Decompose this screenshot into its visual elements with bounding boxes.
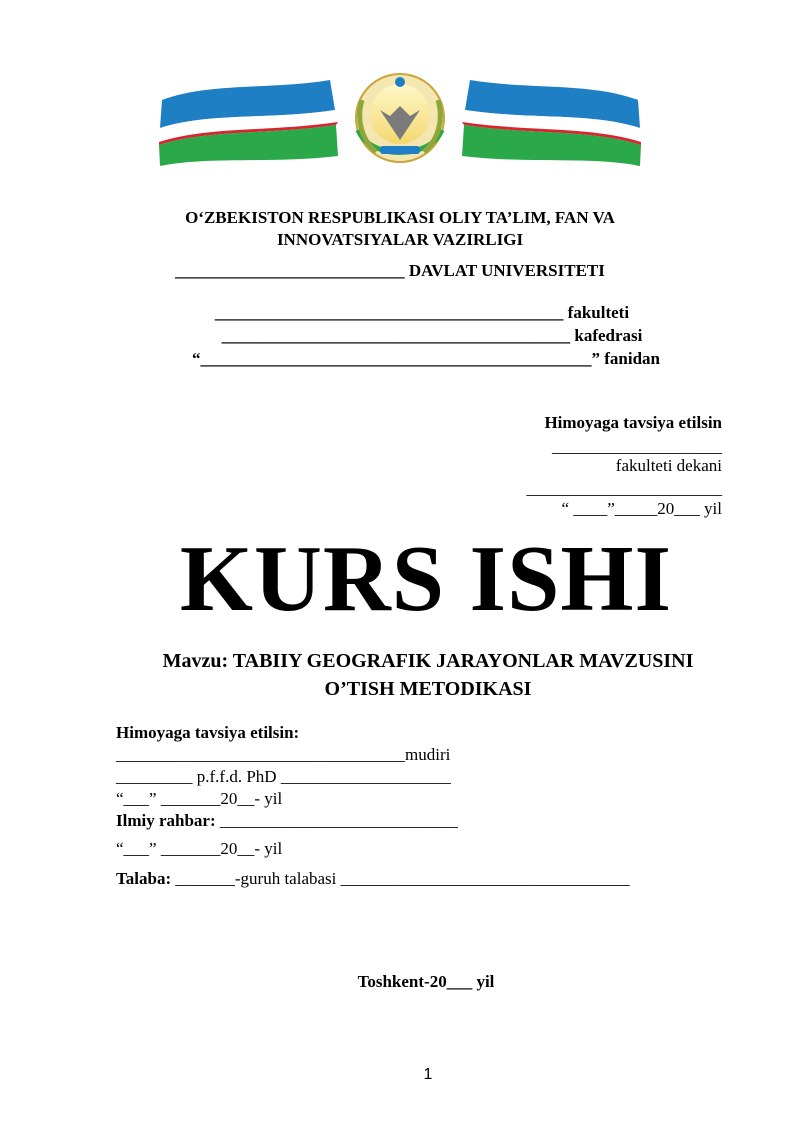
student-line bbox=[116, 869, 630, 889]
coat-of-arms-icon bbox=[356, 74, 444, 162]
degree-line bbox=[116, 767, 451, 787]
faculty-label: fakulteti bbox=[563, 303, 630, 322]
subject-label: ” fanidan bbox=[591, 349, 660, 368]
dean-signature-line: _______________________ bbox=[526, 479, 722, 498]
subject-blank: ______________________________________________ bbox=[200, 349, 592, 368]
university-blank: ___________________________ bbox=[175, 261, 405, 280]
head-blank: __________________________________ bbox=[116, 745, 405, 764]
degree-blank-post: ____________________ bbox=[276, 767, 451, 786]
approval-signature-line: ____________________ bbox=[552, 437, 722, 456]
student-group-blank: _______ bbox=[171, 869, 235, 888]
defense-title: Himoyaga tavsiya etilsin: bbox=[116, 723, 300, 742]
page-number: 1 bbox=[423, 1066, 433, 1083]
subject-line bbox=[26, 349, 800, 369]
approval-title: Himoyaga tavsiya etilsin bbox=[544, 413, 722, 432]
student-name-blank: __________________________________ bbox=[336, 869, 630, 888]
faculty-blank: _________________________________________ bbox=[214, 303, 564, 322]
state-emblem-image bbox=[130, 70, 670, 170]
document-title: KURS ISHI bbox=[179, 527, 673, 631]
head-label: mudiri bbox=[405, 745, 451, 764]
dean-label: fakulteti dekani bbox=[615, 456, 722, 475]
degree-blank-pre: _________ bbox=[116, 767, 197, 786]
subject-open-quote: “ bbox=[192, 349, 201, 368]
head-line bbox=[116, 745, 450, 765]
university-label: DAVLAT UNIVERSITETI bbox=[404, 261, 605, 280]
supervisor-label: Ilmiy rahbar: bbox=[116, 811, 216, 830]
department-label: kafedrasi bbox=[570, 326, 643, 345]
left-flag-icon bbox=[159, 80, 338, 166]
supervisor-blank: ____________________________ bbox=[215, 811, 458, 830]
department-line bbox=[32, 326, 800, 346]
department-blank: _________________________________________ bbox=[221, 326, 571, 345]
city-year: Toshkent-20___ yil bbox=[357, 972, 495, 991]
student-label: Talaba: bbox=[116, 869, 172, 888]
topic-line1: Mavzu: TABIIY GEOGRAFIK JARAYONLAR MAVZUSINI bbox=[162, 650, 694, 672]
defense-date-1: “___” _______20__- yil bbox=[116, 789, 283, 808]
supervisor-line bbox=[116, 811, 458, 831]
right-flag-icon bbox=[462, 80, 641, 166]
ministry-title-line1: O‘ZBEKISTON RESPUBLIKASI OLIY TA’LIM, FAN VA bbox=[185, 208, 615, 227]
faculty-line bbox=[22, 303, 800, 323]
topic-line2: O’TISH METODIKASI bbox=[324, 678, 532, 700]
degree-label: p.f.f.d. PhD bbox=[196, 767, 277, 786]
approval-date: “ ____”_____20___ yil bbox=[561, 499, 722, 518]
student-group-label: -guruh talabasi bbox=[234, 869, 337, 888]
defense-date-2: “___” _______20__- yil bbox=[116, 839, 283, 858]
ministry-title-line2: INNOVATSIYALAR VAZIRLIGI bbox=[276, 230, 524, 249]
university-line bbox=[0, 261, 790, 281]
